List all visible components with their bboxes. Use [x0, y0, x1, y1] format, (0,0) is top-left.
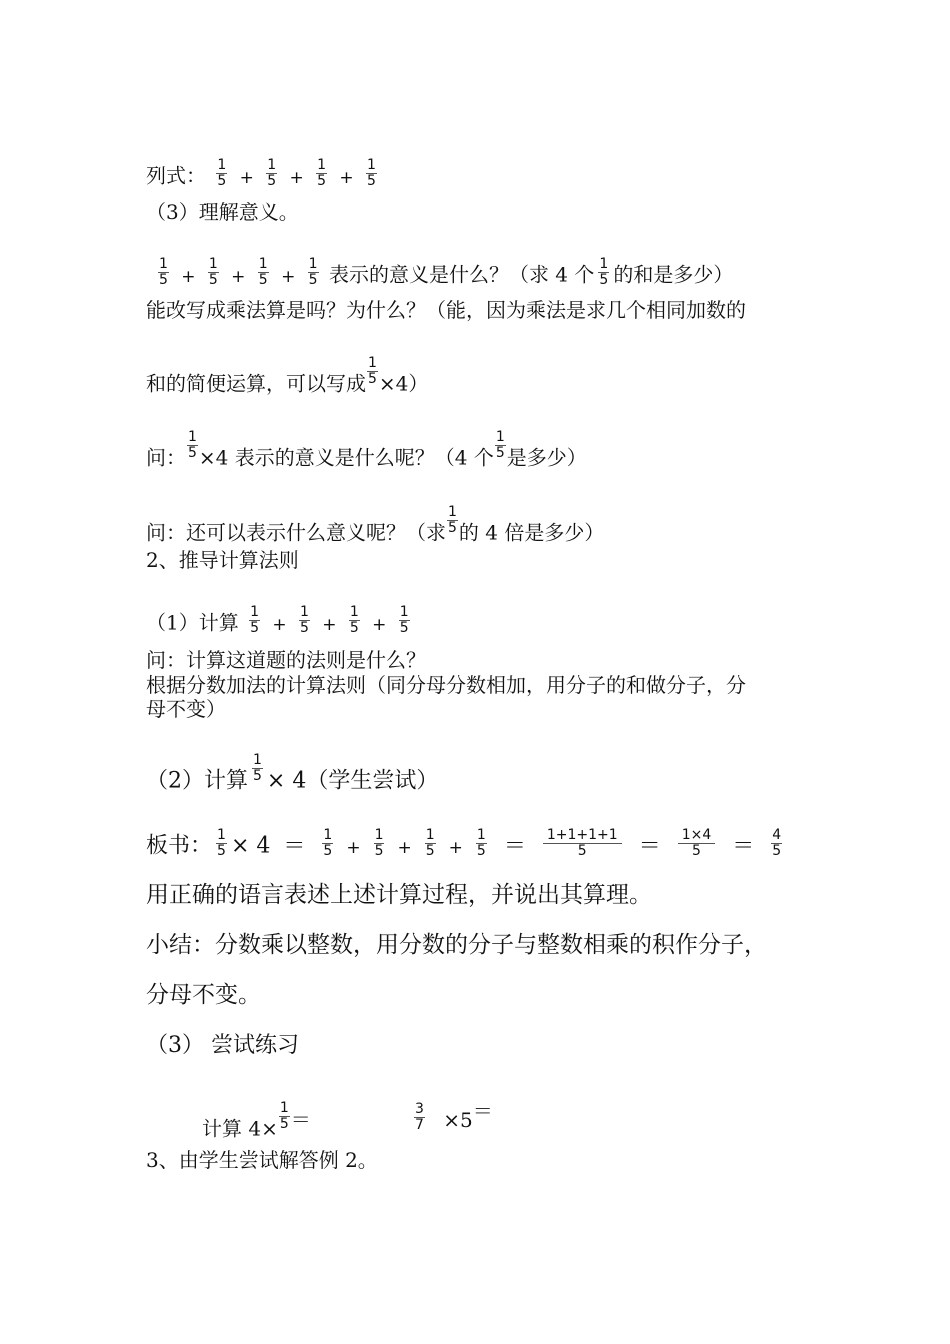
fraction: $\frac{1}{5}$ — [267, 157, 277, 189]
equals-sign: ＝ — [732, 833, 755, 859]
fraction: $\frac{1}{5}$ — [279, 1100, 289, 1132]
fraction: $\frac{1\times 4}{5}$ — [678, 828, 716, 858]
summary-line: 分母不变。 — [146, 982, 261, 1008]
fraction: $\frac{1}{5}$ — [495, 429, 505, 461]
text: 列式： — [146, 163, 206, 188]
exercise-2 — [410, 1101, 493, 1133]
question-line — [146, 504, 605, 545]
fraction: $\frac{1}{5}$ — [599, 256, 609, 288]
section-heading: （3）理解意义。 — [146, 200, 299, 224]
fraction: $\frac{1+1+1+1}{5}$ — [543, 828, 622, 858]
fraction: $\frac{1}{5}$ — [299, 604, 309, 636]
plus-sign: + — [397, 837, 412, 858]
summary-line: 小结：分数乘以整数，用分数的分子与整数相乘的积作分子， — [146, 932, 767, 958]
equals-sign: ＝ — [290, 1107, 311, 1132]
fraction: $\frac{1}{5}$ — [367, 157, 376, 189]
fraction: $\frac{1}{5}$ — [208, 256, 218, 288]
fraction: $\frac{1}{5}$ — [476, 827, 486, 859]
fraction: $\frac{1}{5}$ — [217, 827, 226, 859]
paragraph-line: 根据分数加法的计算法则（同分母分数相加，用分子的和做分子，分 — [146, 673, 746, 697]
fraction: $\frac{1}{5}$ — [159, 256, 168, 288]
plus-sign: + — [346, 837, 361, 858]
section-heading: 2、推导计算法则 — [146, 548, 299, 572]
calc-line — [146, 605, 414, 635]
plus-sign: + — [181, 266, 196, 287]
formula-line — [146, 158, 381, 188]
paragraph-line: 母不变） — [146, 697, 226, 721]
fraction: $\frac{1}{5}$ — [368, 355, 377, 387]
plus-sign: + — [239, 167, 254, 188]
fraction: $\frac{1}{5}$ — [217, 157, 227, 189]
fraction: $\frac{1}{5}$ — [308, 256, 318, 288]
fraction: $\frac{3}{7}$ — [415, 1101, 424, 1134]
board-writing — [146, 828, 786, 858]
plus-sign: + — [448, 837, 463, 858]
equals-sign: ＝ — [638, 833, 661, 859]
text: 问：还可以表示什么意义呢？（求 — [146, 520, 446, 545]
plus-sign: + — [339, 167, 354, 188]
fraction: $\frac{1}{5}$ — [317, 157, 327, 189]
text: 是多少） — [506, 445, 587, 470]
text: 的和是多少） — [613, 262, 734, 287]
paragraph-line: 用正确的语言表述上述计算过程，并说出其算理。 — [146, 882, 652, 908]
text: 板书： — [146, 833, 213, 859]
paragraph-line — [146, 355, 429, 396]
plus-sign: + — [372, 614, 387, 635]
fraction: $\frac{1}{5}$ — [399, 604, 409, 636]
plus-sign: + — [272, 614, 287, 635]
fraction: $\frac{1}{5}$ — [323, 827, 333, 859]
plus-sign: + — [231, 266, 246, 287]
fraction: $\frac{1}{5}$ — [253, 752, 262, 784]
plus-sign: + — [322, 614, 337, 635]
section-heading: 3、由学生尝试解答例 2。 — [146, 1148, 378, 1172]
fraction: $\frac{4}{5}$ — [772, 827, 782, 859]
text: ×5 — [443, 1108, 473, 1132]
text: （1）计算 — [146, 610, 239, 635]
plus-sign: + — [281, 266, 296, 287]
text: × 4（学生尝试） — [266, 768, 439, 794]
section-heading: （3） 尝试练习 — [146, 1033, 299, 1058]
fraction: $\frac{1}{5}$ — [374, 827, 384, 859]
equals-sign: ＝ — [283, 833, 306, 859]
text: ×4 表示的意义是什么呢？（4 个 — [198, 445, 494, 470]
text: 的 4 倍是多少） — [458, 520, 605, 545]
equals-sign: ＝ — [503, 833, 526, 859]
text: 问： — [146, 445, 186, 470]
text: × 4 — [230, 833, 271, 859]
fraction: $\frac{1}{5}$ — [258, 256, 268, 288]
text: ×4） — [378, 371, 429, 396]
paragraph-line: 能改写成乘法算是吗？为什么？（能，因为乘法是求几个相同加数的 — [146, 298, 746, 322]
text: 和的简便运算，可以写成 — [146, 371, 366, 396]
text: 表示的意义是什么？（求 4 个 — [328, 262, 595, 287]
text: 计算 4× — [202, 1116, 278, 1141]
fraction: $\frac{1}{5}$ — [425, 827, 435, 859]
meaning-line — [154, 257, 733, 287]
fraction: $\frac{1}{5}$ — [250, 604, 260, 636]
question-line: 问：计算这道题的法则是什么？ — [146, 648, 426, 672]
calc-line — [146, 753, 438, 792]
plus-sign: + — [289, 167, 304, 188]
fraction: $\frac{1}{5}$ — [188, 429, 197, 461]
question-line — [146, 429, 587, 470]
equals-sign: ＝ — [472, 1099, 493, 1123]
text: （2）计算 — [146, 768, 248, 794]
fraction: $\frac{1}{5}$ — [349, 604, 359, 636]
fraction: $\frac{1}{5}$ — [448, 504, 457, 536]
exercise-1 — [202, 1100, 311, 1141]
